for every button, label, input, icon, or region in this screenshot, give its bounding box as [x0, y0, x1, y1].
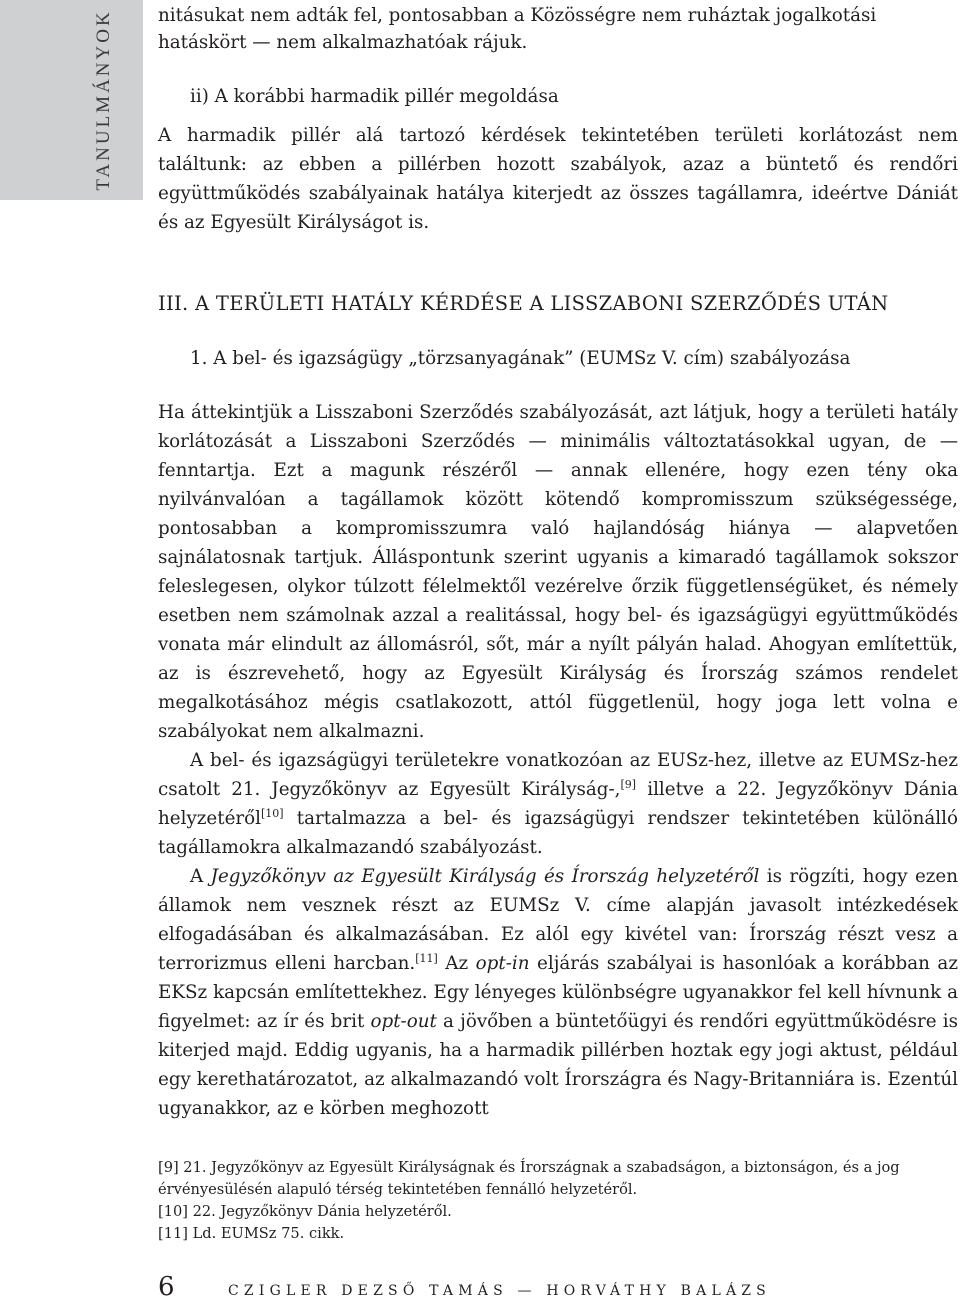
opt-out-term: opt-out: [370, 1011, 437, 1032]
paragraph-third-pillar: A harmadik pillér alá tartozó kérdések tekintetében területi korlátozást nem találtunk: az ebben a pillérben hozott szabályok, azaz a büntető és rendőri együttműködés szabályainak hatálya kiterjedt az összes tagállamra, ideértve Dániát és az Egyesült Királyságot is.: [158, 125, 958, 233]
body-text: [158, 398, 958, 1123]
continued-text-line: nitásukat nem adták fel, pontosabban a Közösségre nem ruháztak jogalkotási: [158, 5, 877, 26]
continued-text-end: hatáskört — nem alkalmazhatóak rájuk.: [158, 32, 528, 53]
footnote-11: [11] Ld. EUMSz 75. cikk.: [158, 1225, 345, 1242]
section-title: III. A TERÜLETI HATÁLY KÉRDÉSE A LISSZABONI SZERZŐDÉS UTÁN: [158, 292, 889, 315]
paragraph-3-text-b: is rögzíti, hogy ezen államok nem vesznek részt az EUMSz V. címe alapján javasolt intézkedések elfogadásában és alkalmazásában. Ez alól egy kivétel van: Írország részt vesz a terrorizmus elleni harcban.: [158, 866, 958, 974]
paragraph-3-text-a: A: [190, 866, 211, 887]
footnote-9: [9] 21. Jegyzőkönyv az Egyesült Királyságnak és Írországnak a szabadságon, a biztonságon, és a jog érvényesülésén alapuló térség tekintetében fennálló helyzetéről.: [158, 1159, 900, 1198]
page-number: 6: [158, 1272, 175, 1302]
opt-in-term: opt-in: [475, 953, 530, 974]
paragraph-1: Ha áttekintjük a Lisszaboni Szerződés szabályozását, azt látjuk, hogy a területi hatály korlátozását a Lisszaboni Szerződés — minimális változtatásokkal ugyan, de — fenntartja. Ezt a magunk részéről — annak ellenére, hogy ezen tény oka nyilvánvalóan a tagállamok között kötendő kompromisszum szükségessége, pontosabban a kompromisszumra való hajlandóság hiánya — alapvetően sajnálatosnak tartjuk. Álláspontunk szerint ugyanis a kimaradó tagállamok sokszor feleslegesen, olykor túlzott félelmektől vezérelve őrzik függetlenségüket, és némely esetben nem számolnak azzal a realitással, hogy bel- és igazságügyi együttműködés vonata már elindult az állomásról, sőt, már a nyílt pályán halad. Ahogyan említettük, az is észrevehető, hogy az Egyesült Királyság és Írország számos rendelet megalkotásához mégis csatlakozott, attól függetlenül, hogy joga lett volna e szabályokat nem alkalmazni.: [158, 402, 958, 742]
paragraph-2-text-a: A bel- és igazságügyi területekre vonatkozóan az EUSz-hez, illetve az EUMSz-hez csatolt 21. Jegyzőkönyv az Egyesült Királyság-,: [158, 750, 958, 800]
footnote-10: [10] 22. Jegyzőkönyv Dánia helyzetéről.: [158, 1203, 452, 1220]
paragraph-3-text-d: eljárás szabályai is hasonlóak a korábban az EKSz kapcsán említettekhez. Egy lényeges különbségre ugyanakkor fel kell hívnunk a figyelmet: az ír és brit: [158, 953, 958, 1032]
paragraph-3-text-c: Az: [437, 953, 476, 974]
footnote-ref-11[interactable]: [11]: [415, 951, 438, 965]
paragraph-2-text-c: tartalmazza a bel- és igazságügyi rendszer tekintetében különálló tagállamokra alkalmazandó szabályozást.: [158, 808, 958, 858]
section-tab: [0, 0, 143, 200]
paragraph-3: [158, 862, 958, 1123]
section-tab-label: TANULMÁNYOK: [93, 9, 114, 191]
protocol-title-italic: Jegyzőkönyv az Egyesült Királyság és Írország helyzetéről: [210, 866, 760, 887]
footnotes: [158, 1157, 958, 1245]
running-footer-authors: CZIGLER DEZSŐ TAMÁS — HORVÁTHY BALÁZS: [228, 1283, 771, 1299]
footnote-ref-10[interactable]: [10]: [260, 806, 284, 820]
paragraph-2-text-b: illetve a 22. Jegyzőkönyv Dánia helyzetéről: [158, 779, 958, 829]
footnote-ref-9[interactable]: [9]: [620, 777, 637, 791]
paragraph-2: [158, 746, 958, 862]
subheading: ii) A korábbi harmadik pillér megoldása: [190, 86, 559, 107]
paragraph-3-text-e: a jövőben a büntetőügyi és rendőri együttműködésre is kiterjed majd. Eddig ugyanis, ha a harmadik pillérben hoztak egy jogi aktust, például egy kerethatározatot, az alkalmazandó volt Írországra és Nagy-Britanniára is. Ezentúl ugyanakkor, az e körben meghozott: [158, 1011, 958, 1119]
section-subtitle: 1. A bel- és igazságügy „törzsanyagának” (EUMSz V. cím) szabályozása: [190, 348, 851, 369]
